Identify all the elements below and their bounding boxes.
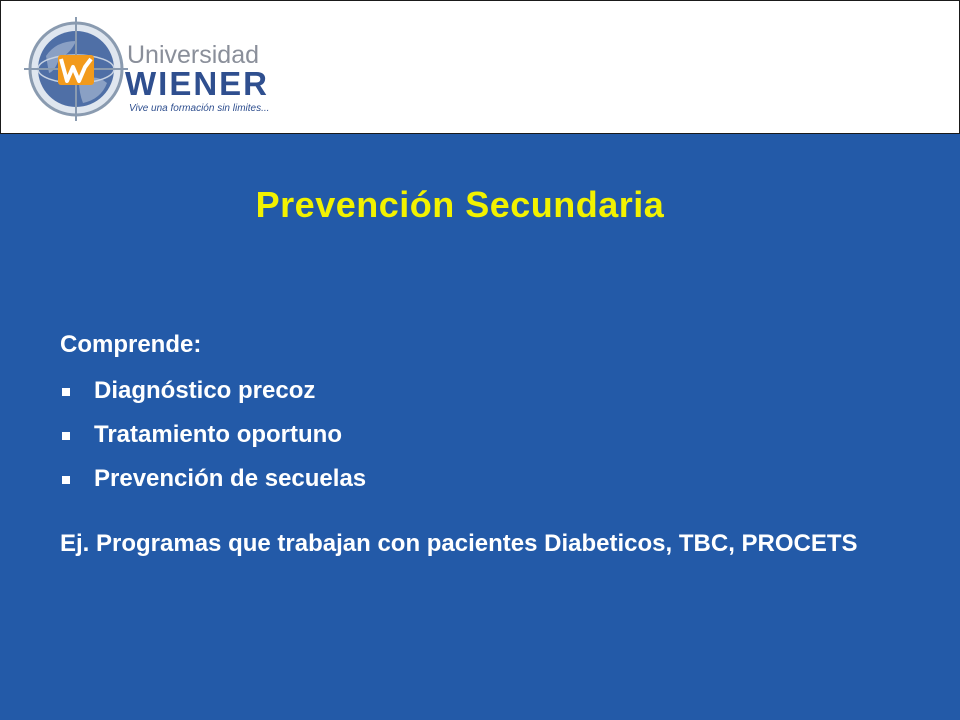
slide-body [60,330,920,559]
square-bullet-icon [62,388,70,396]
bullet-label: Prevención de secuelas [94,465,367,492]
square-bullet-icon [62,476,70,484]
bullet-item [60,464,920,494]
logo-university-text: Universidad [127,41,260,69]
bullet-label: Tratamiento oportuno [94,421,342,448]
university-logo [21,11,341,123]
header-banner [0,0,960,134]
bullet-item [60,420,920,450]
intro-text: Comprende: [60,331,202,358]
square-bullet-icon [62,432,70,440]
bullet-list [60,376,920,494]
logo-tagline-text: Vive una formación sin limites... [129,103,270,114]
example-text: Ej. Programas que trabajan con pacientes Diabeticos, TBC, PROCETS [60,530,858,557]
logo-name-text: WIENER [125,65,269,102]
globe-w-logo-icon [24,17,128,121]
bullet-item [60,376,920,406]
slide-title: Prevención Secundaria [255,184,665,225]
bullet-label: Diagnóstico precoz [94,377,316,404]
